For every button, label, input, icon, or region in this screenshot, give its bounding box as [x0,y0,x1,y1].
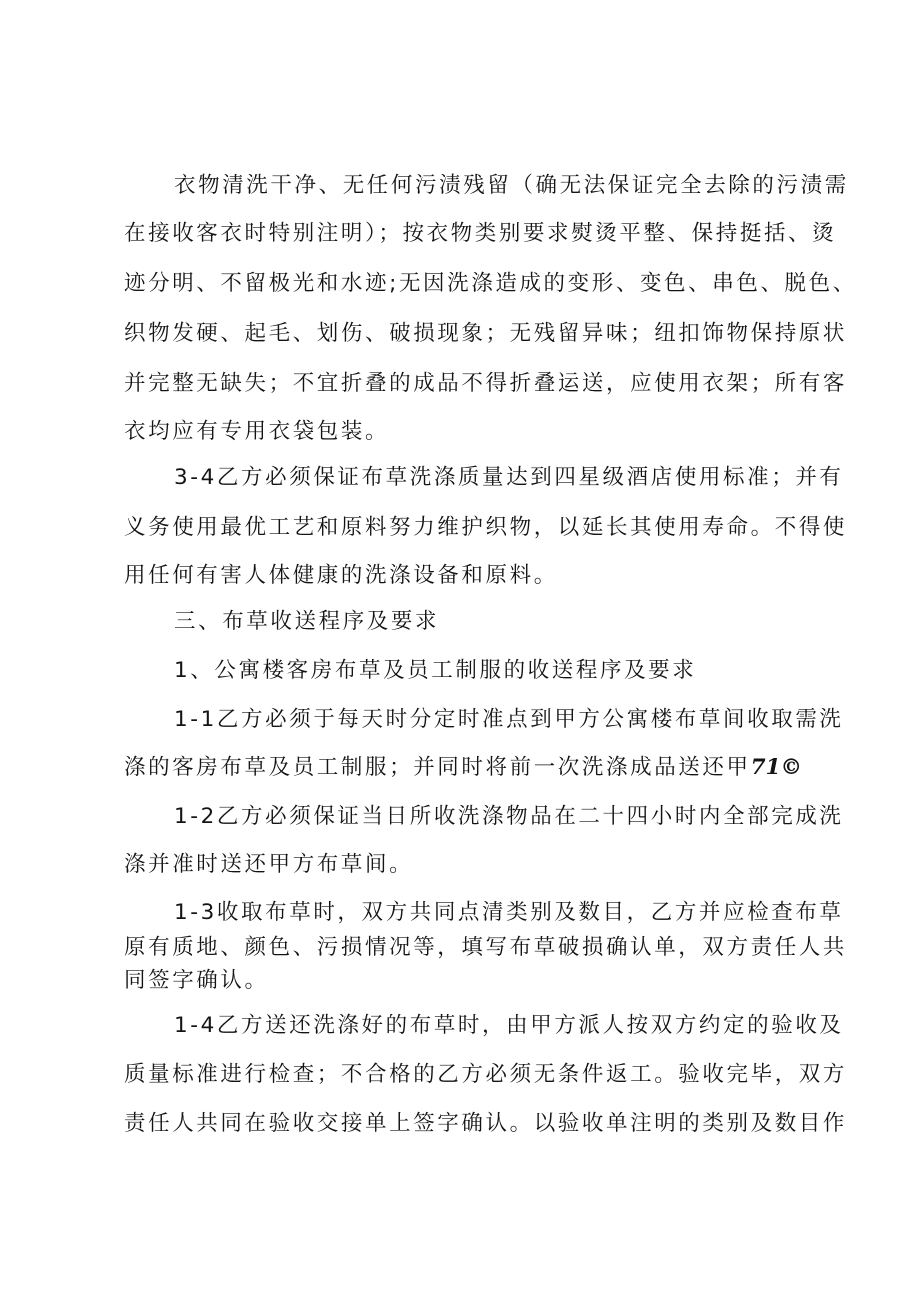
subsection-heading: 1、公寓楼客房布草及员工制服的收送程序及要求 [174,658,697,683]
paragraph-line: 并完整无缺失；不宜折叠的成品不得折叠运送，应使用衣架；所有客 [124,371,848,396]
paragraph-line: 涤并准时送还甲方布草间。 [124,852,414,877]
paragraph-line: 织物发硬、起毛、划伤、破损现象；无残留异味；纽扣饰物保持原状 [124,321,848,346]
paragraph-line: 1-1乙方必须于每天时分定时准点到甲方公寓楼布草间收取需洗 [174,707,844,732]
paragraph-line-text: 涤的客房布草及员工制服；并同时将前一次洗涤成品送还甲 [124,755,751,780]
paragraph-line: 衣物清洗干净、无任何污渍残留（确无法保证完全去除的污渍需 [174,173,849,198]
paragraph-line: 1-4乙方送还洗涤好的布草时，由甲方派人按双方约定的验收及 [174,1013,844,1038]
ocr-artifact-text: 71© [750,755,803,780]
paragraph-line: 原有质地、颜色、污损情况等，填写布草破损确认单，双方责任人共 [124,935,848,960]
paragraph-line: 在接收客衣时特别注明）；按衣物类别要求熨烫平整、保持挺括、烫 [124,221,837,246]
paragraph-line: 1-3收取布草时，双方共同点清类别及数目，乙方并应检查布草 [174,900,844,925]
paragraph-line: 责任人共同在验收交接单上签字确认。以验收单注明的类别及数目作 [124,1111,848,1136]
paragraph-line: 同签字确认。 [124,968,269,993]
paragraph-line: 质量标准进行检查；不合格的乙方必须无条件返工。验收完毕，双方 [124,1062,848,1087]
paragraph-line: 衣均应有专用衣袋包装。 [124,419,390,444]
paragraph-line: 用任何有害人体健康的洗涤设备和原料。 [124,563,558,588]
paragraph-line: 1-2乙方必须保证当日所收洗涤物品在二十四小时内全部完成洗 [174,804,844,829]
paragraph-line: 迹分明、不留极光和水迹;无因洗涤造成的变形、变色、串色、脱色、 [124,271,857,296]
paragraph-line: 3-4乙方必须保证布草洗涤质量达到四星级酒店使用标准；并有 [174,465,844,490]
paragraph-line [124,757,802,779]
paragraph-line: 义务使用最优工艺和原料努力维护织物，以延长其使用寿命。不得使 [124,515,848,540]
section-heading: 三、布草收送程序及要求 [174,609,440,634]
